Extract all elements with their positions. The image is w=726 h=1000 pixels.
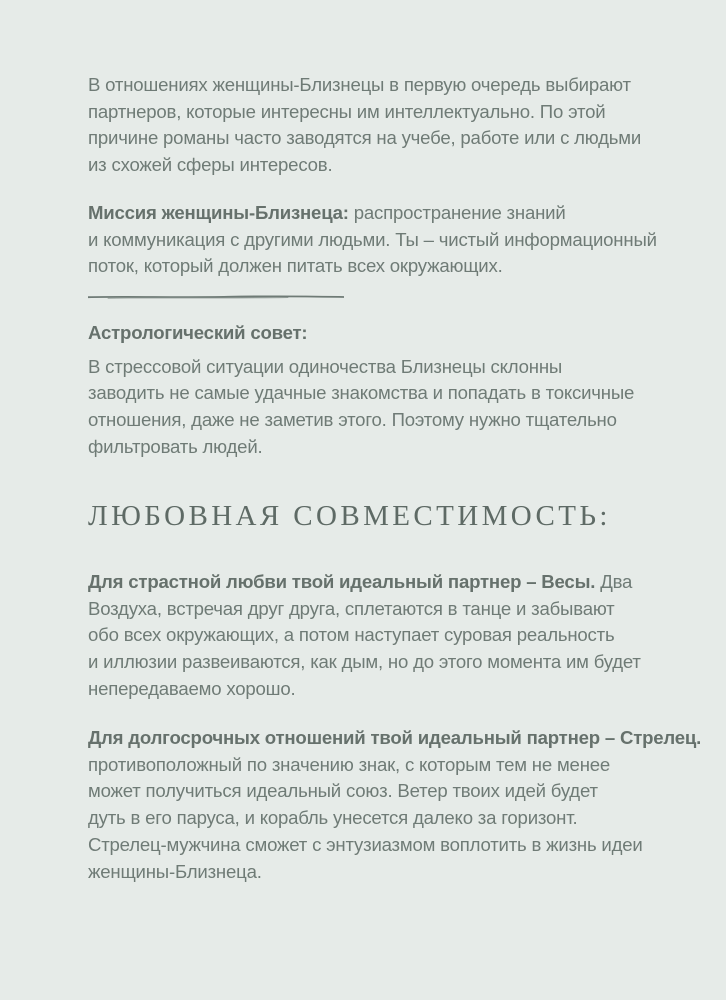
advice-line: заводить не самые удачные знакомства и попадать в токсичные: [88, 382, 635, 404]
intro-paragraph: [88, 72, 688, 179]
advice-line: отношения, даже не заметив этого. Поэтому нужно тщательно: [88, 409, 617, 431]
passion-paragraph: [88, 569, 688, 703]
mission-label: Миссия женщины-Близнеца:: [88, 202, 349, 223]
passion-line: Воздуха, встречая друг друга, сплетаются в танце и забывают: [88, 597, 615, 619]
longterm-label: Для долгосрочных отношений твой идеальный партнер – Стрелец.: [88, 727, 702, 748]
longterm-line: дуть в его паруса, и корабль унесется далеко за горизонт.: [88, 807, 578, 829]
brush-divider: [88, 294, 344, 300]
longterm-line: женщины-Близнеца.: [88, 860, 262, 882]
advice-line: фильтровать людей.: [88, 435, 263, 457]
longterm-line: Стрелец-мужчина сможет с энтузиазмом воплотить в жизнь идеи: [88, 833, 643, 855]
longterm-paragraph: [88, 725, 702, 885]
longterm-line: может получиться идеальный союз. Ветер твоих идей будет: [88, 780, 598, 802]
passion-first-line: [88, 569, 688, 596]
section-heading: ЛЮБОВНАЯ СОВМЕСТИМОСТЬ:: [88, 500, 611, 532]
advice-title: Астрологический совет:: [88, 322, 308, 343]
passion-label: Для страстной любви твой идеальный партнер – Весы.: [88, 571, 596, 592]
passion-first-text: Два: [595, 571, 633, 592]
intro-line: В отношениях женщины-Близнецы в первую очередь выбирают: [88, 74, 631, 95]
mission-first-line: [88, 200, 688, 227]
mission-paragraph: [88, 200, 688, 280]
intro-line: партнеров, которые интересны им интеллектуально. По этой: [88, 100, 606, 122]
advice-line: В стрессовой ситуации одиночества Близнецы склонны: [88, 355, 563, 377]
mission-line: поток, который должен питать всех окружающих.: [88, 255, 503, 277]
intro-line: причине романы часто заводятся на учебе, работе или с людьми: [88, 127, 642, 149]
longterm-line: противоположный по значению знак, с которым тем не менее: [88, 753, 611, 775]
intro-line: из схожей сферы интересов.: [88, 154, 333, 176]
mission-line: и коммуникация с другими людьми. Ты – чистый информационный: [88, 228, 657, 250]
advice-block: [88, 320, 688, 461]
passion-line: обо всех окружающих, а потом наступает суровая реальность: [88, 624, 615, 646]
passion-line: непередаваемо хорошо.: [88, 677, 296, 699]
mission-first-text: распространение знаний: [348, 202, 566, 223]
passion-line: и иллюзии развеиваются, как дым, но до этого момента им будет: [88, 651, 641, 673]
